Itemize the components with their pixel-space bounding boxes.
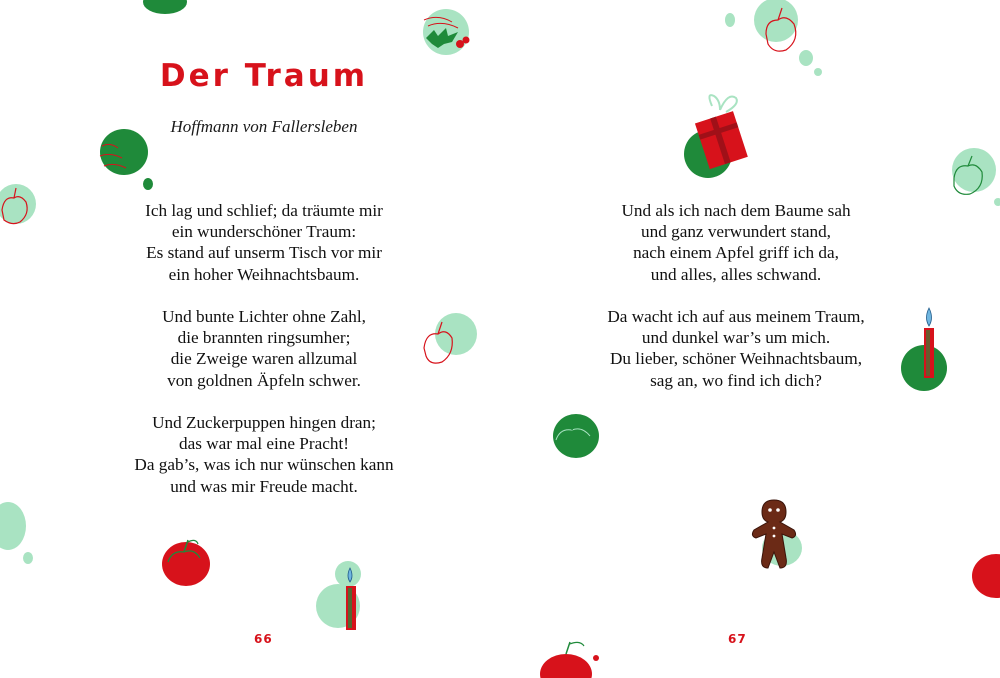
- poem-line: von goldnen Äpfeln schwer.: [167, 370, 361, 390]
- poem-line: Und Zuckerpuppen hingen dran;: [152, 413, 376, 432]
- poem-line: die brannten ringsumher;: [177, 328, 351, 348]
- apple-icon: [720, 0, 830, 80]
- poem-line: die Zweige waren allzumal: [170, 349, 358, 369]
- stanza-3: [0, 412, 528, 497]
- gingerbread-man-icon: [748, 496, 808, 576]
- poem-line: ein wunderschöner Traum:: [171, 222, 357, 242]
- poem-line: Du lieber, schöner Weihnachtsbaum,: [609, 349, 862, 369]
- poem-line: und dunkel war’s um mich.: [641, 328, 831, 348]
- red-apple-icon: [158, 534, 214, 590]
- poem-title: Der Traum: [159, 58, 369, 94]
- red-apple-icon: [538, 638, 602, 678]
- poem-line: ein hoher Weihnachtsbaum.: [168, 264, 360, 284]
- mint-blob-icon: [0, 500, 36, 566]
- green-apple-icon: [550, 410, 604, 464]
- poem-line: Es stand auf unserm Tisch vor mir: [146, 243, 382, 263]
- candle-icon: [312, 560, 368, 636]
- poem-line: Ich lag und schlief; da träumte mir: [145, 201, 383, 220]
- page-number-right: 67: [728, 632, 747, 646]
- green-blob-icon: [140, 0, 190, 16]
- poem-line: und ganz verwundert stand,: [641, 222, 831, 242]
- candle-icon: [898, 304, 950, 394]
- holly-icon: [418, 8, 474, 58]
- page-number-left: 66: [254, 632, 273, 646]
- poem-line: und was mir Freude macht.: [170, 476, 358, 496]
- gift-icon: [682, 92, 752, 182]
- poem-line: und alles, alles schwand.: [650, 264, 822, 284]
- stanza-1: [0, 200, 528, 285]
- red-apple-icon: [968, 548, 1000, 602]
- poem-line: das war mal eine Pracht!: [179, 434, 349, 454]
- poem-line: nach einem Apfel griff ich da,: [633, 243, 839, 263]
- poem-line: Und als ich nach dem Baume sah: [621, 201, 851, 220]
- poem-line: Da gab’s, was ich nur wünschen kann: [134, 455, 394, 475]
- poem-author: Hoffmann von Fallersleben: [170, 117, 358, 136]
- apple-icon: [0, 180, 40, 236]
- green-apple-icon: [96, 126, 158, 192]
- poem-line: Da wacht ich auf aus meinem Traum,: [607, 307, 865, 326]
- poem-line: Und bunte Lichter ohne Zahl,: [162, 307, 366, 326]
- stanza-4: [500, 200, 972, 285]
- apple-icon: [948, 142, 1000, 206]
- poem-line: sag an, wo find ich dich?: [650, 370, 822, 390]
- apple-icon: [420, 310, 478, 370]
